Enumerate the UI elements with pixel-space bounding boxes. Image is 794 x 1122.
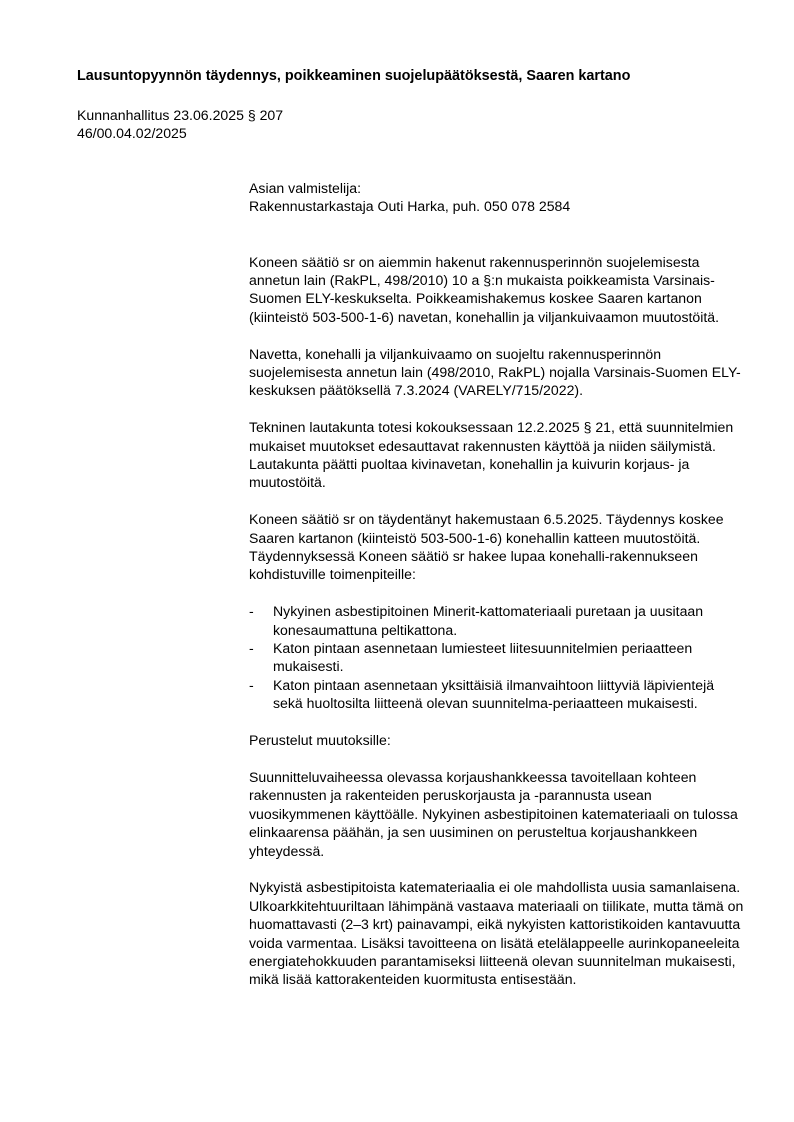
preparer-label: Asian valmistelija: [249, 180, 362, 196]
body-paragraph: Koneen säätiö sr on aiemmin hakenut rakennusperinnön suojelemisesta annetun lain (RakPL, 498/2010) 10 a §:n mukaista poikkeamista Varsinais-Suomen ELY-keskukselta. Poikkeamishakemus koskee Saaren kartanon (kiinteistö 503-500-1-6) navetan, konehallin ja viljankuivaamon muutostöitä. [249, 253, 720, 325]
meeting-info [77, 106, 477, 143]
list-item [249, 602, 744, 639]
list-item [249, 639, 744, 676]
reasons-paragraph: Nykyistä asbestipitoista katemateriaalia ei ole mahdollista uusia samanlaisena. Ulkoarkkitehtuuriltaan lähimpänä vastaava materiaali on tiilikate, mutta tämä on huomattavasti (2–3 krt) painavampi, eikä nykyisten kattoristikoiden kantavuutta voida varmentaa. Lisäksi tavoitteena on lisätä etelälappeelle aurinkopaneeleita energiatehokkuuden parantamiseksi liitteenä olevan suunnitelman mukaisesti, mikä lisää kattorakenteiden kuormitusta entisestään. [249, 879, 744, 988]
list-item-text: Katon pintaan asennetaan yksittäisiä ilmanvaihtoon liittyviä läpivientejä sekä huoltosilta liitteenä olevan suunnitelma-periaatteen mukaisesti. [273, 676, 715, 712]
diary-number: 46/00.04.02/2025 [77, 125, 187, 142]
list-item-text: Katon pintaan asennetaan lumiesteet liitesuunnitelmien periaatteen mukaisesti. [273, 640, 693, 675]
body-paragraph: Koneen säätiö sr on täydentänyt hakemustaan 6.5.2025. Täydennys koskee Saaren kartanon (kiinteistö 503-500-1-6) konehallin katteen muutostöitä. Täydennyksessä Koneen säätiö sr hakee lupaa konehalli-rakennukseen kohdistuville toimenpiteille: [249, 511, 724, 583]
list-item-text: Nykyinen asbestipitoinen Minerit-kattomateriaali puretaan ja uusitaan konesaumattuna peltikattona. [273, 603, 704, 638]
measures-list [249, 602, 744, 712]
body-paragraph: Navetta, konehalli ja viljankuivaamo on suojeltu rakennusperinnön suojelemisesta annetun lain (498/2010, RakPL) nojalla Varsinais-Suomen ELY-keskuksen päätöksellä 7.3.2024 (VARELY/715/2022). [249, 345, 741, 399]
document-body [249, 179, 744, 1007]
reasons-heading: Perustelut muutoksille: [249, 732, 391, 749]
bullet-marker: - [249, 640, 254, 657]
meeting-reference: Kunnanhallitus 23.06.2025 § 207 [77, 107, 284, 123]
list-item [249, 676, 744, 713]
body-paragraph: Tekninen lautakunta totesi kokouksessaan 12.2.2025 § 21, että suunnitelmien mukaiset muutokset edesauttavat rakennusten käyttöä ja niiden säilymistä. Lautakunta päätti puoltaa kivinavetan, konehallin ja kuivurin korjaus- ja muutostöitä. [249, 419, 734, 491]
bullet-marker: - [249, 603, 254, 620]
document-title: Lausuntopyynnön täydennys, poikkeaminen suojelupäätöksestä, Saaren kartano [77, 68, 631, 84]
preparer-block [249, 179, 744, 216]
bullet-marker: - [249, 676, 254, 693]
preparer-name: Rakennustarkastaja Outi Harka, puh. 050 078 2584 [249, 198, 571, 215]
reasons-paragraph: Suunnitteluvaiheessa olevassa korjaushankkeessa tavoitellaan kohteen rakennusten ja rakenteiden peruskorjausta ja -parannusta usean vuosikymmenen käyttöälle. Nykyinen asbestipitoinen katemateriaali on tulossa elinkaarensa päähän, ja sen uusiminen on perusteltua korjaushankkeen yhteydessä. [249, 768, 738, 859]
